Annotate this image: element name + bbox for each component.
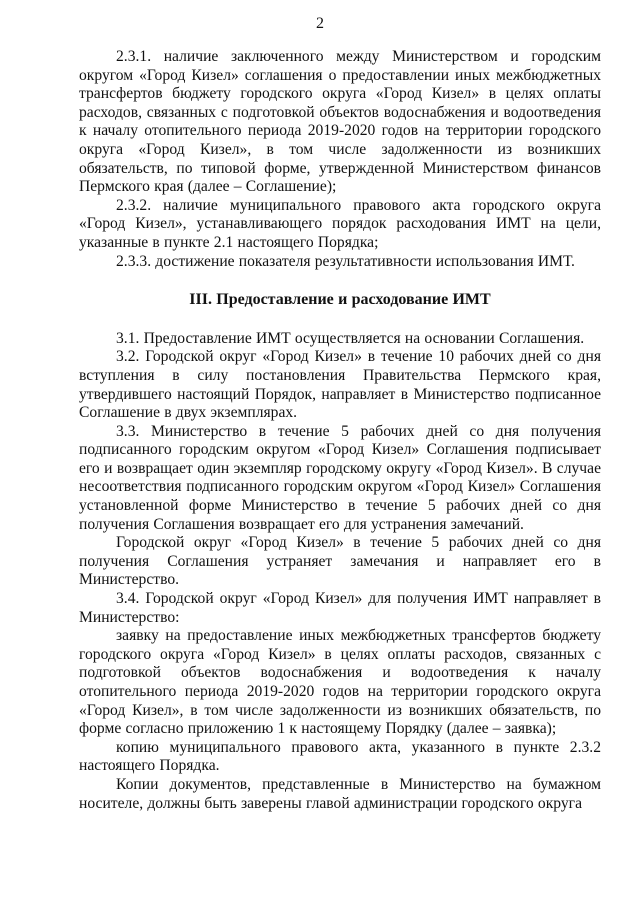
document-body <box>79 48 601 813</box>
paragraph-2-3-1: 2.3.1. наличие заключенного между Министерством и городским округом «Город Кизел» соглашения о предоставлении иных межбюджетных трансфертов бюджету городского округа «Город Кизел» в целях оплаты расходов, связанных с подготовкой объектов водоснабжения и водоотведения к началу отопительного периода 2019-2020 годов на территории городского округа «Город Кизел», в том числе задолженности из возникших обязательств, по типовой форме, утвержденной Министерством финансов Пермского края (далее – Соглашение); <box>79 48 601 196</box>
paragraph-document-copies: Копии документов, представленные в Министерство на бумажном носителе, должны быть заверены главой администрации городского округа <box>79 775 601 812</box>
paragraph-application-request: заявку на предоставление иных межбюджетных трансфертов бюджету городского округа «Город Кизел» в целях оплаты расходов, связанных с подготовкой объектов водоснабжения и водоотведения к началу отопительного периода 2019-2020 годов на территории городского округа «Город Кизел», в том числе задолженности из возникших обязательств, по форме согласно приложению 1 к настоящему Порядку (далее – заявка); <box>79 627 601 738</box>
paragraph-3-1: 3.1. Предоставление ИМТ осуществляется на основании Соглашения. <box>116 329 585 347</box>
paragraph-legal-act-copy: копию муниципального правового акта, указанного в пункте 2.3.2 настоящего Порядка. <box>79 738 601 775</box>
page-number: 2 <box>316 15 324 32</box>
section-heading: III. Предоставление и расходование ИМТ <box>189 291 491 309</box>
paragraph-2-3-3: 2.3.3. достижение показателя результативности использования ИМТ. <box>116 252 575 270</box>
paragraph-3-3: 3.3. Министерство в течение 5 рабочих дней со дня получения подписанного городским округом «Город Кизел» Соглашения подписывает его и возвращает один экземпляр городскому округу «Город Кизел». В случае несоответствия подписанного городским округом «Город Кизел» Соглашения установленной форме Министерство в течение 5 рабочих дней со дня получения Соглашения возвращает его для устранения замечаний. <box>79 422 601 533</box>
paragraph-3-3-continued: Городской округ «Город Кизел» в течение 5 рабочих дней со дня получения Соглашения устраняет замечания и направляет его в Министерство. <box>79 534 601 589</box>
paragraph-3-2: 3.2. Городской округ «Город Кизел» в течение 10 рабочих дней со дня вступления в силу постановления Правительства Пермского края, утвердившего настоящий Порядок, направляет в Министерство подписанное Соглашение в двух экземплярах. <box>79 348 601 422</box>
paragraph-3-4: 3.4. Городской округ «Город Кизел» для получения ИМТ направляет в Министерство: <box>79 590 601 626</box>
paragraph-2-3-2: 2.3.2. наличие муниципального правового акта городского округа «Город Кизел», устанавливающего порядок расходования ИМТ на цели, указанные в пункте 2.1 настоящего Порядка; <box>79 196 601 251</box>
